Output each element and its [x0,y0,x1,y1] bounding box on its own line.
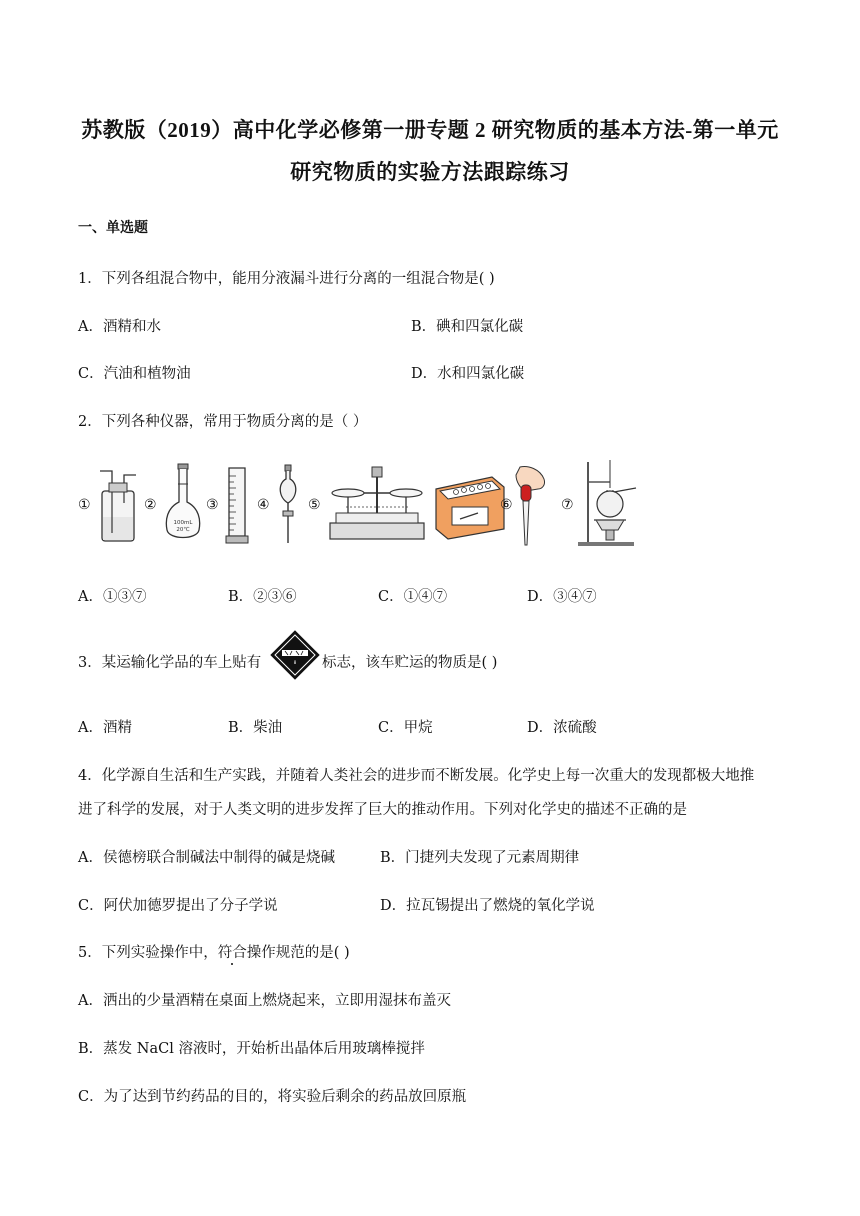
question-3-option-b[interactable]: B．柴油 [228,720,283,736]
instrument-label-2: ② [144,497,157,513]
question-5-stem [78,941,350,962]
dropper-in-hand-icon [512,463,552,549]
question-4-stem-line-1: 4．化学源自生活和生产实践，并随着人类社会的进步而不断发展。化学史上每一次重大的发现都极大地推 [78,768,755,784]
instrument-label-4: ④ [257,497,270,513]
question-2-stem: 2．下列各种仪器，常用于物质分离的是（ ） [78,414,368,430]
question-5-option-c[interactable]: C．为了达到节约药品的目的，将实验后剩余的药品放回原瓶 [78,1089,467,1105]
svg-text:8: 8 [293,660,297,665]
question-4-option-b[interactable]: B．门捷列夫发现了元素周期律 [380,850,580,866]
question-2-option-b[interactable]: B．②③⑥ [228,589,297,605]
instrument-label-6: ⑥ [500,497,513,513]
question-3-stem-start: 3．某运输化学品的车上贴有 [78,655,262,671]
instrument-label-1: ① [78,497,91,513]
question-1-option-b[interactable]: B．碘和四氯化碳 [411,319,524,335]
question-3-option-d[interactable]: D．浓硫酸 [527,720,597,736]
question-5-stem-start: 5．下列实验操作中， [78,945,218,961]
graduated-cylinder-icon [225,466,249,546]
question-1-option-a[interactable]: A．酒精和水 [78,319,161,335]
question-5-option-a[interactable]: A．洒出的少量酒精在桌面上燃烧起来，立即用湿抹布盖灭 [78,993,451,1009]
question-4-stem-line-2: 进了科学的发展，对于人类文明的进步发挥了巨大的推动作用。下列对化学史的描述不正确的是 [78,802,687,818]
question-1-stem: 1．下列各组混合物中，能用分液漏斗进行分离的一组混合物是( ) [78,271,495,287]
instrument-label-5: ⑤ [308,497,321,513]
distillation-apparatus-icon [574,458,638,548]
question-3-option-c[interactable]: C．甲烷 [378,720,433,736]
weight-box-icon [434,475,506,541]
svg-text:20℃: 20℃ [176,527,190,533]
balance-scale-icon [326,463,428,543]
question-1-option-c[interactable]: C．汽油和植物油 [78,366,191,382]
section-heading: 一、单选题 [78,220,148,236]
document-title-line-2: 研究物质的实验方法跟踪练习 [290,160,570,184]
gas-washing-bottle-icon [98,467,138,543]
separatory-funnel-icon [274,463,302,545]
question-5-stem-end: 操作规范的是( ) [246,945,350,961]
question-3-stem-end: 标志，该车贮运的物质是( ) [322,655,498,671]
question-4-option-d[interactable]: D．拉瓦锡提出了燃烧的氧化学说 [380,898,595,914]
question-3-option-a[interactable]: A．酒精 [78,720,132,736]
instrument-label-7: ⑦ [561,497,574,513]
document-title-line-1: 苏教版（2019）高中化学必修第一册专题 2 研究物质的基本方法-第一单元 [81,118,779,142]
instrument-label-3: ③ [206,497,219,513]
volumetric-flask-icon [163,462,203,546]
question-1-option-d[interactable]: D．水和四氯化碳 [411,366,525,382]
svg-text:100mL: 100mL [173,520,193,526]
question-2-option-d[interactable]: D．③④⑦ [527,589,597,605]
question-4-option-c[interactable]: C．阿伏加德罗提出了分子学说 [78,898,278,914]
question-4-option-a[interactable]: A．侯德榜联合制碱法中制得的碱是烧碱 [78,850,335,866]
question-2-option-a[interactable]: A．①③⑦ [78,589,147,605]
question-5-option-b[interactable]: B．蒸发 NaCl 溶液时，开始析出晶体后用玻璃棒搅拌 [78,1041,425,1057]
corrosive-hazard-sign-icon [270,630,320,680]
question-5-emphasis: 符合 [217,945,247,961]
question-2-option-c[interactable]: C．①④⑦ [378,589,448,605]
